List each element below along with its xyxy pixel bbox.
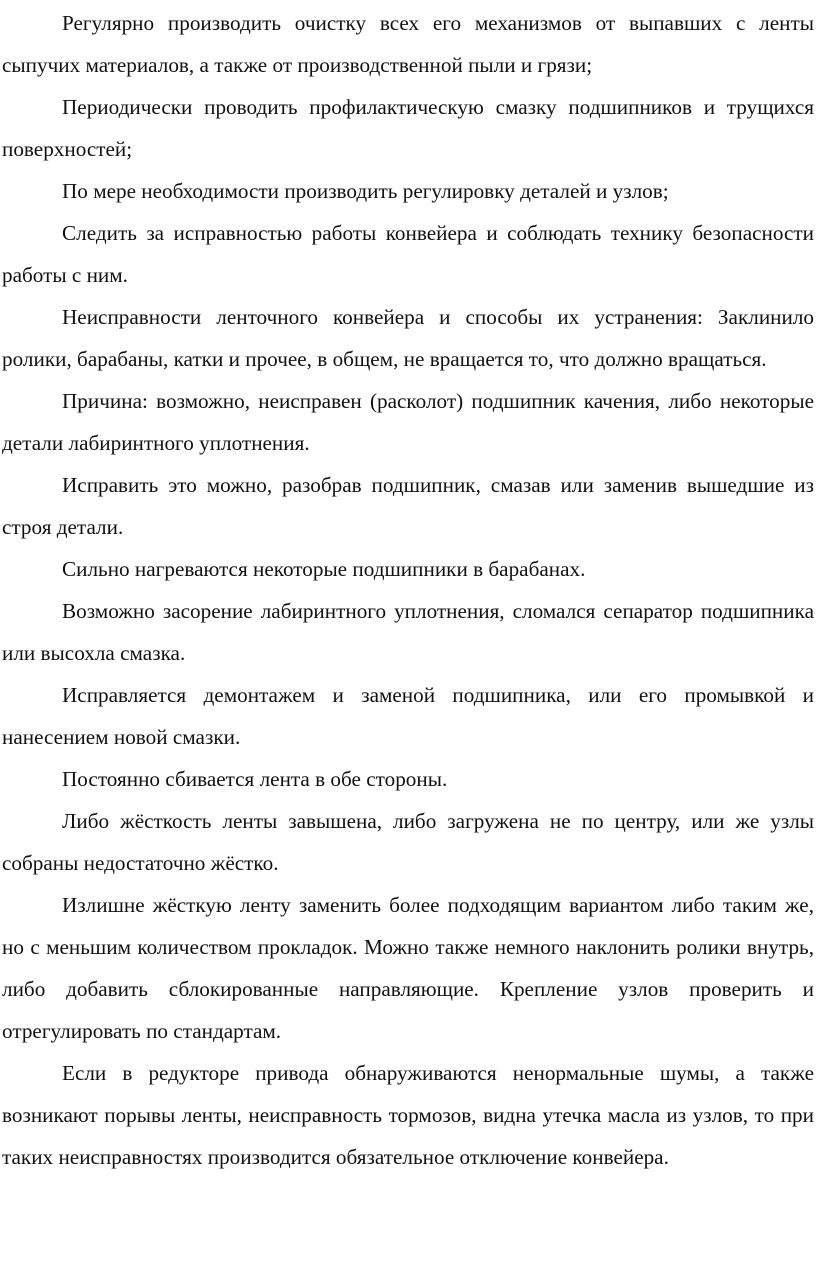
paragraph-fix-bearing: Исправить это можно, разобрав подшипник, смазав или заменив вышедшие из строя детали. [2,473,814,539]
paragraph-fix-belt-drift: Излишне жёсткую ленту заменить более подходящим вариантом либо таким же, но с меньшим количеством прокладок. Можно также немного наклонить ролики внутрь, либо добавить сблокированные направляющие. Крепление узлов проверить и отрегулировать по стандартам. [2,893,814,1043]
paragraph-cause-belt-drift: Либо жёсткость ленты завышена, либо загружена не по центру, или же узлы собраны недостаточно жёстко. [2,809,814,875]
paragraph-fault-heating: Сильно нагреваются некоторые подшипники в барабанах. [62,557,586,581]
paragraph-cause-bearing: Причина: возможно, неисправен (расколот) подшипник качения, либо некоторые детали лабиринтного уплотнения. [2,389,814,455]
paragraph-fix-heating: Исправляется демонтажем и заменой подшипника, или его промывкой и нанесением новой смазки. [2,683,814,749]
paragraph-cause-heating: Возможно засорение лабиринтного уплотнения, сломался сепаратор подшипника или высохла смазка. [2,599,814,665]
paragraph-lubrication: Периодически проводить профилактическую смазку подшипников и трущихся поверхностей; [2,95,814,161]
paragraph-cleaning: Регулярно производить очистку всех его механизмов от выпавших с ленты сыпучих материалов, а также от производственной пыли и грязи; [2,11,814,77]
paragraph-faults-jammed-rollers: Неисправности ленточного конвейера и способы их устранения: Заклинило ролики, барабаны, катки и прочее, в общем, не вращается то, что должно вращаться. [2,305,814,371]
paragraph-adjustment: По мере необходимости производить регулировку деталей и узлов; [62,179,669,203]
paragraph-gearbox-shutdown: Если в редукторе привода обнаруживаются ненормальные шумы, а также возникают порывы ленты, неисправность тормозов, видна утечка масла из узлов, то при таких неисправностях производится обязательное отключение конвейера. [2,1061,814,1169]
paragraph-safety: Следить за исправностью работы конвейера и соблюдать технику безопасности работы с ним. [2,221,814,287]
paragraph-fault-belt-drift: Постоянно сбивается лента в обе стороны. [62,767,448,791]
